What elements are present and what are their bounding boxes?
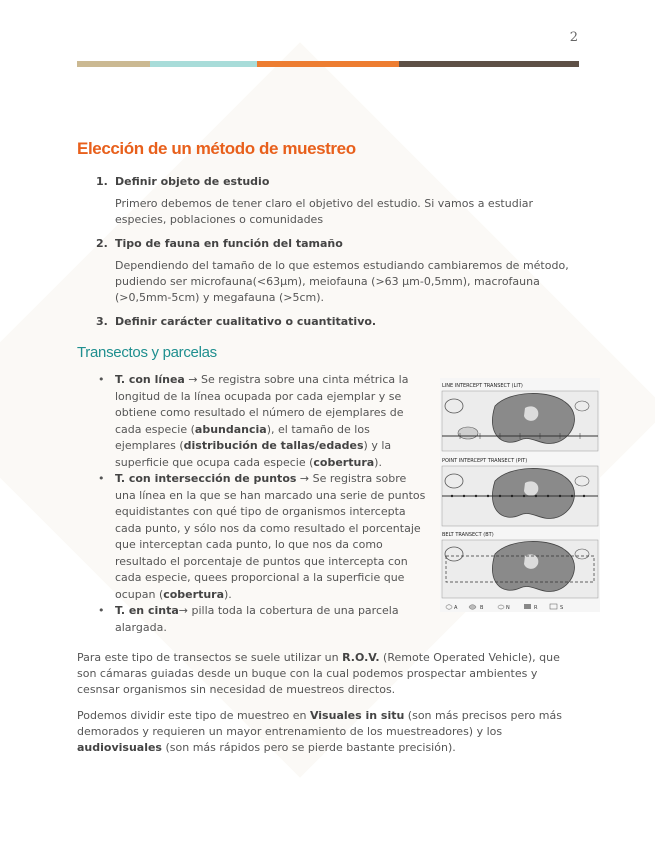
text: Para este tipo de transectos se suele utilizar un <box>77 651 343 664</box>
text: ). <box>374 455 382 469</box>
emphasis: R.O.V. <box>342 651 380 664</box>
list-item <box>77 314 577 330</box>
text: Podemos dividir este tipo de muestreo en <box>77 709 310 722</box>
step-title: Definir carácter cualitativo o cuantitativo. <box>115 315 377 328</box>
legend-label: A <box>454 605 458 611</box>
text: ). <box>224 587 232 601</box>
emphasis: Visuales in situ <box>309 709 405 722</box>
panel-label: POINT INTERCEPT TRANSECT (PIT) <box>442 458 528 464</box>
emphasis: cobertura <box>163 587 225 601</box>
step-title: Definir objeto de estudio <box>115 175 270 188</box>
emphasis: cobertura <box>313 455 375 469</box>
list-item <box>77 174 577 228</box>
color-bar-segment <box>399 61 579 67</box>
step-number: 3. <box>96 315 108 328</box>
text: → Se registra sobre una cinta métrica la longitud de la línea ocupada por cada ejemplar y se obtiene como resultado el número de ejemplares de cada especie ( <box>115 373 409 436</box>
color-bar-segment <box>257 61 399 67</box>
text: (son más precisos pero más demorados y requieren un mayor entrenamiento de los muestreadores) y los <box>77 709 562 738</box>
list-item <box>77 603 427 636</box>
list-item <box>77 471 427 603</box>
steps-list <box>77 174 577 336</box>
step-number: 2. <box>96 237 108 250</box>
division-paragraph <box>77 708 582 756</box>
term: T. en cinta <box>115 604 179 617</box>
panel-label: BELT TRANSECT (BT) <box>442 532 494 538</box>
list-item <box>77 236 577 306</box>
legend-label: S <box>560 605 564 611</box>
emphasis: abundancia <box>194 422 267 436</box>
text: → Se registra sobre una línea en la que se han marcado una serie de puntos equidistantes con qué tipo de organismos intercepta cada punto, y sólo nos da como resultado el porcentaje que interceptan cada punto, lo que nos da como resultado el porcentaje de puntos que intercepta con cada especie, quees proporcional a la superficie que ocupan ( <box>115 472 426 601</box>
term: T. con línea <box>115 373 185 386</box>
header-color-bar <box>77 61 579 67</box>
text: → pilla toda la cobertura de una parcela alargada. <box>115 604 399 634</box>
legend-label: R <box>534 605 538 611</box>
step-number: 1. <box>96 175 108 188</box>
emphasis: distribución de tallas/edades <box>183 439 364 452</box>
text: (Remote Operated Vehicle), que son cámaras guiadas desde un buque con la cual podemos prospectar ambientes y cesnsar organismos sin necesidad de muestreos directos. <box>77 651 560 696</box>
emphasis: audiovisuales <box>77 741 162 754</box>
text: (son más rápidos pero se pierde bastante precisión). <box>161 741 456 754</box>
step-body: Dependiendo del tamaño de lo que estemos estudiando cambiaremos de método, pudiendo ser microfauna(<63µm), meiofauna (>63 µm-0,5mm), macrofauna (>0,5mm-5cm) y megafauna (>5cm). <box>115 259 569 304</box>
color-bar-segment <box>77 61 150 67</box>
step-body: Primero debemos de tener claro el objetivo del estudio. Si vamos a estudiar especies, poblaciones o comunidades <box>115 197 534 226</box>
text: ) y la superficie que ocupa cada especie ( <box>115 439 392 469</box>
legend-label: B <box>480 605 484 611</box>
transect-diagram <box>440 378 600 612</box>
section-title: Elección de un método de muestreo <box>77 139 356 158</box>
legend-label: N <box>506 605 510 611</box>
color-bar-segment <box>150 61 257 67</box>
page-number: 2 <box>569 30 578 45</box>
list-item <box>77 372 427 471</box>
step-title: Tipo de fauna en función del tamaño <box>115 237 343 250</box>
term: T. con intersección de puntos <box>115 472 297 485</box>
transect-types-list <box>77 372 427 636</box>
text: ), el tamaño de los ejemplares ( <box>115 422 370 452</box>
panel-label: LINE INTERCEPT TRANSECT (LIT) <box>442 383 523 389</box>
rov-paragraph <box>77 650 582 698</box>
subsection-title: Transectos y parcelas <box>77 344 217 361</box>
